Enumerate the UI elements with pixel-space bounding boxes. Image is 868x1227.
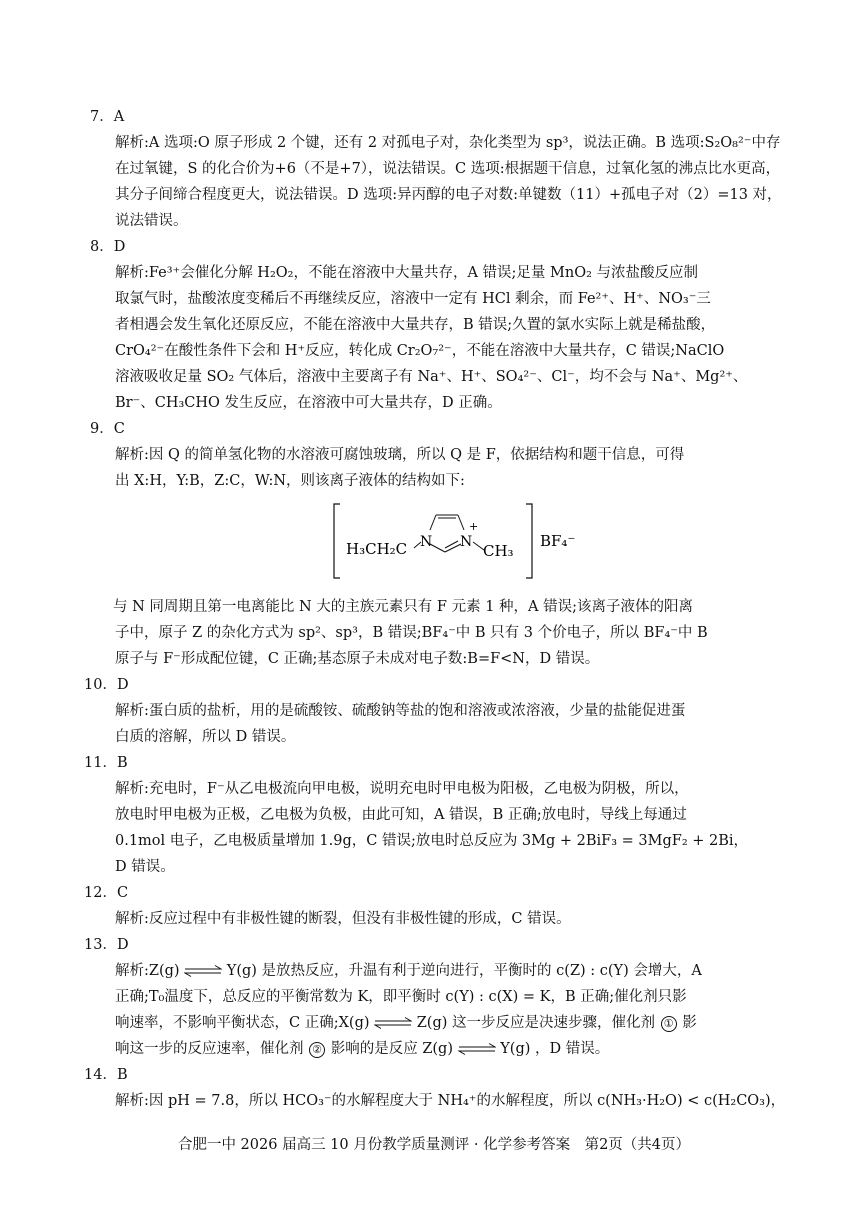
q8-line4: CrO₄²⁻在酸性条件下会和 H⁺反应，转化成 Cr₂O₇²⁻，不能在溶液中大量共存，C 错误;NaClO	[115, 343, 725, 359]
q9-line4: 子中，原子 Z 的杂化方式为 sp²、sp³，B 错误;BF₄⁻中 B 只有 3 个价电子，所以 BF₄⁻中 B	[115, 625, 708, 641]
q11-line4: D 错误。	[115, 859, 175, 875]
q13-line3-part2: Z(g) 这一步反应是决速步骤，催化剂	[416, 1015, 656, 1031]
q13-line2: 正确;T₀温度下，总反应的平衡常数为 K，即平衡时 c(Y) : c(X) = K，B 正确;催化剂只影	[115, 989, 687, 1005]
q13-line4-part1: 响这一步的反应速率，催化剂	[115, 1041, 304, 1057]
q9-line3: 与 N 同周期且第一电离能比 N 大的主族元素只有 F 元素 1 种，A 错误;该离子液体的阳离	[113, 599, 693, 615]
q13-line3-part3: 影	[682, 1015, 697, 1031]
q13-line4	[115, 1039, 609, 1059]
mol-anion-label: BF₄⁻	[540, 532, 576, 550]
catalyst-2-marker: ②	[309, 1042, 325, 1058]
q13-line3	[115, 1013, 697, 1033]
q13-number: 13．D	[84, 937, 129, 953]
page-footer: 合肥一中 2026 届高三 10 月份教学质量测评 · 化学参考答案 第2页（共4页）	[177, 1137, 691, 1153]
q14-line1: 解析:因 pH = 7.8，所以 HCO₃⁻的水解程度大于 NH₄⁺的水解程度，所以 c(NH₃·H₂O) < c(H₂CO₃)，	[115, 1093, 786, 1109]
equilibrium-arrow-icon	[374, 1017, 412, 1029]
q13-line1-part2: Y(g) 是放热反应，升温有利于逆向进行，平衡时的 c(Z) : c(Y) 会增大，A	[226, 963, 702, 979]
q12-number: 12．C	[84, 885, 129, 901]
q8-line3: 者相遇会发生氧化还原反应，不能在溶液中大量共存，B 错误;久置的氯水实际上就是稀盐酸，	[115, 317, 716, 333]
q13-line1	[115, 961, 702, 981]
equilibrium-arrow-icon	[184, 965, 222, 977]
q11-line2: 放电时甲电极为正极，乙电极为负极，由此可知，A 错误，B 正确;放电时，导线上每通过	[115, 807, 687, 823]
q7-line1: 解析:A 选项:O 原子形成 2 个键，还有 2 对孤电子对，杂化类型为 sp³，说法正确。B 选项:S₂O₈²⁻中存	[115, 135, 781, 151]
catalyst-1-marker: ①	[661, 1016, 677, 1032]
equilibrium-arrow-icon	[458, 1043, 496, 1055]
q8-line1: 解析:Fe³⁺会催化分解 H₂O₂，不能在溶液中大量共存，A 错误;足量 MnO₂ 与浓盐酸反应制	[115, 265, 699, 281]
q10-line2: 白质的溶解，所以 D 错误。	[115, 729, 296, 745]
q8-line6: Br⁻、CH₃CHO 发生反应，在溶液中可大量共存，D 正确。	[115, 395, 502, 411]
q7-line3: 其分子间缔合程度更大，说法错误。D 选项:异丙醇的电子对数:单键数（11）+孤电子对（2）=13 对，	[115, 187, 782, 203]
mol-ethyl-label: H₃CH₂C	[346, 540, 408, 558]
q7-number: 7．A	[90, 109, 125, 125]
q7-line4: 说法错误。	[115, 213, 188, 229]
q9-number: 9．C	[90, 421, 125, 437]
mol-methyl-label: CH₃	[483, 542, 514, 560]
ionic-liquid-structure	[330, 500, 590, 582]
q13-line1-part1: 解析:Z(g)	[115, 963, 180, 979]
q9-line2: 出 X:H，Y:B，Z:C，W:N，则该离子液体的结构如下:	[115, 473, 465, 489]
q10-line1: 解析:蛋白质的盐析，用的是硫酸铵、硫酸钠等盐的饱和溶液或浓溶液，少量的盐能促进蛋	[115, 703, 686, 719]
q10-number: 10．D	[84, 677, 129, 693]
q11-line3: 0.1mol 电子，乙电极质量增加 1.9g，C 错误;放电时总反应为 3Mg + 2BiF₃ = 3MgF₂ + 2Bi，	[115, 833, 749, 849]
q13-line4-part2: 影响的是反应 Z(g)	[330, 1041, 453, 1057]
q8-number: 8．D	[90, 239, 126, 255]
q8-line2: 取氯气时，盐酸浓度变稀后不再继续反应，溶液中一定有 HCl 剩余，而 Fe²⁺、H⁺、NO₃⁻三	[115, 291, 711, 307]
q13-line4-part3: Y(g) ，D 错误。	[500, 1041, 610, 1057]
q9-line1: 解析:因 Q 的简单氢化物的水溶液可腐蚀玻璃，所以 Q 是 F，依据结构和题干信息，可得	[115, 447, 685, 463]
q14-number: 14．B	[84, 1067, 128, 1083]
q9-line5: 原子与 F⁻形成配位键，C 正确;基态原子未成对电子数:B=F<N，D 错误。	[115, 651, 600, 667]
q11-line1: 解析:充电时，F⁻从乙电极流向甲电极，说明充电时甲电极为阳极，乙电极为阴极，所以，	[115, 781, 689, 797]
q12-line1: 解析:反应过程中有非极性键的断裂，但没有非极性键的形成，C 错误。	[115, 911, 571, 927]
q13-line3-part1: 响速率，不影响平衡状态，C 正确;X(g)	[115, 1015, 370, 1031]
mol-n1-label: N	[420, 534, 433, 550]
mol-n2-label: N	[460, 534, 473, 550]
q11-number: 11．B	[84, 755, 128, 771]
q7-line2: 在过氧键，S 的化合价为+6（不是+7），说法错误。C 选项:根据题干信息，过氧化氢的沸点比水更高，	[115, 161, 781, 177]
q8-line5: 溶液吸收足量 SO₂ 气体后，溶液中主要离子有 Na⁺、H⁺、SO₄²⁻、Cl⁻，均不会与 Na⁺、Mg²⁺、	[115, 369, 748, 385]
mol-charge-label: +	[469, 520, 479, 533]
